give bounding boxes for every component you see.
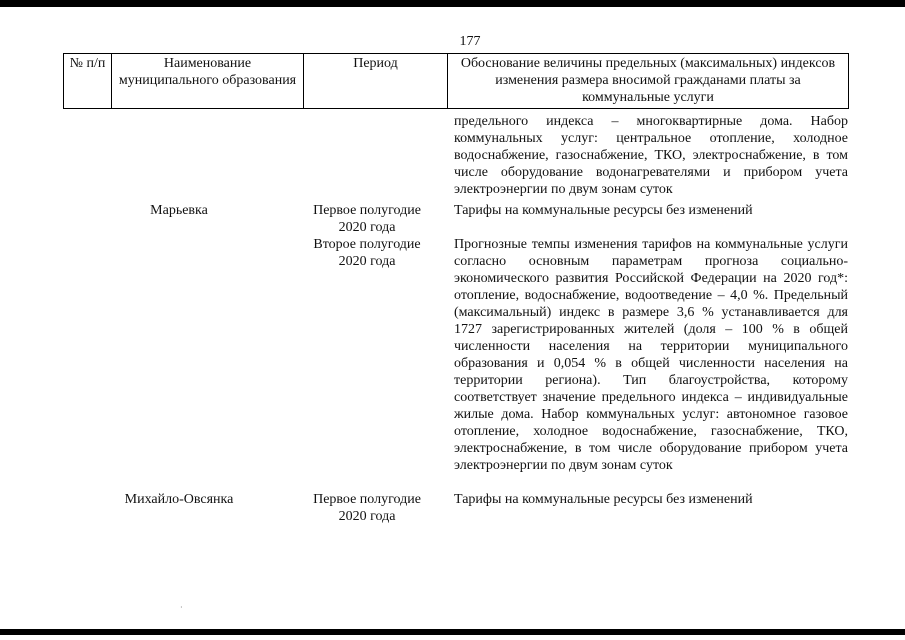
- municipality-name: Марьевка: [150, 203, 208, 218]
- period-cell: Первое полугодие 2020 года: [313, 203, 421, 235]
- page-number: 177: [459, 34, 481, 49]
- header-municipality-column: Наименование муниципального образования: [112, 54, 304, 109]
- justification-continuation: предельного индекса – многоквартирные дома. Набор коммунальных услуг: центральное отопление, холодное водоснабжение, газоснабжение, ТКО, электроснабжение, в том числе оборудование водонагревателями и прибором учета электроэнергии по двум зонам суток: [454, 114, 848, 197]
- header-number-column: № п/п: [64, 54, 112, 109]
- table-header: [63, 53, 849, 109]
- justification-cell: Прогнозные темпы изменения тарифов на коммунальные услуги согласно основным параметрам прогноза социально-экономического развития Российской Федерации на 2020 год*: отопление, водоснабжение, водоотведение – 4,0 %. Предельный (максимальный) индекс в размере 3,6 % устанавливается для 1727 зарегистрированных жителей (доля – 100 % в общей численности населения на территории муниципального образования и 0,054 % в общей численности населения на территории региона). Тип благоустройства, которому соответствует значение предельного индекса – индивидуальные жилые дома. Набор коммунальных услуг: автономное газовое отопление, холодное водоснабжение, газоснабжение, ТКО, электроснабжение, в том числе оборудование прибором учета электроэнергии по двум зонам суток: [454, 237, 848, 473]
- period-cell: Второе полугодие 2020 года: [313, 237, 421, 269]
- period-cell: Первое полугодие 2020 года: [313, 492, 421, 524]
- bottom-border-rule: [0, 629, 905, 635]
- municipality-name: Михайло-Овсянка: [124, 492, 234, 507]
- header-justification-column: Обоснование величины предельных (максимальных) индексов изменения размера вносимой гражданами платы за коммунальные услуги: [448, 54, 849, 109]
- top-border-rule: [0, 0, 905, 7]
- scan-speck: ·: [180, 603, 183, 612]
- justification-cell: Тарифы на коммунальные ресурсы без изменений: [454, 492, 753, 507]
- header-period-column: Период: [304, 54, 448, 109]
- justification-cell: Тарифы на коммунальные ресурсы без изменений: [454, 203, 753, 218]
